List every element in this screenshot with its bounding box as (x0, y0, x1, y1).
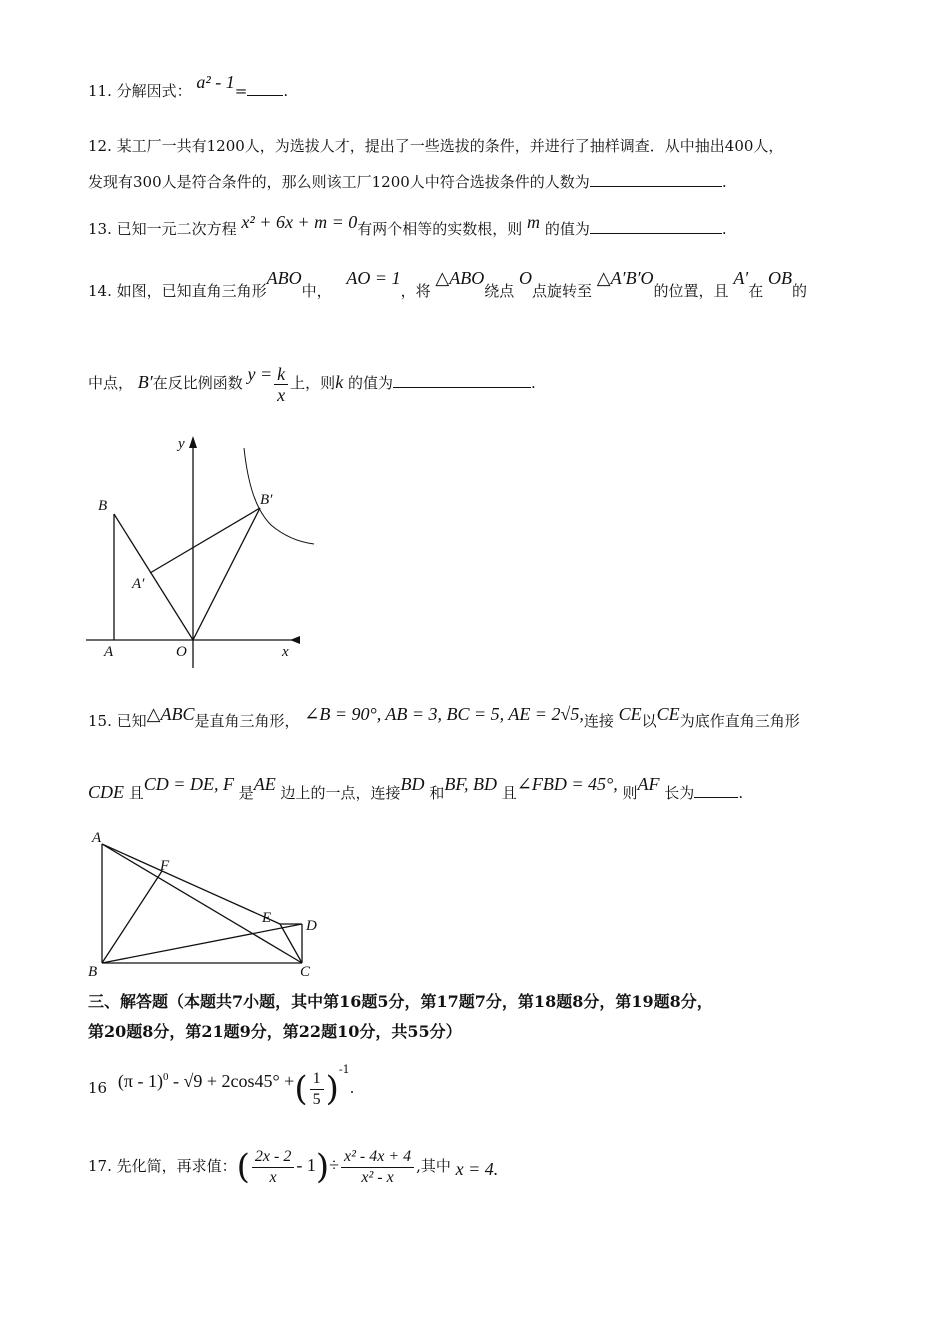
label-B: B (88, 964, 98, 980)
label-Bp: B′ (260, 492, 273, 508)
q14-t4: 点旋转至 (532, 282, 593, 300)
q14-o: O (519, 268, 532, 288)
q17-fn1: 2x - 2 (252, 1147, 294, 1168)
q15-prefix: 15. 已知 (88, 712, 147, 730)
q13-prefix: 13. 已知一元二次方程 (88, 220, 237, 238)
q14-t6: 在 (748, 282, 764, 300)
q14-bp: B′ (137, 372, 153, 392)
q12-answer-blank[interactable] (590, 172, 722, 187)
q16-right-paren: ) (325, 1069, 339, 1109)
q17-minus: - 1 (296, 1155, 316, 1175)
q17-fraction-2 (341, 1147, 414, 1188)
segment-AE (102, 844, 280, 924)
q14-t7: 的 (792, 282, 808, 300)
label-E: E (262, 910, 272, 926)
q14-ob: OB (768, 268, 793, 288)
q15-t2: 连接 (583, 712, 614, 730)
q16-fden: 5 (312, 1090, 321, 1108)
q14-t5: 的位置，且 (653, 282, 729, 300)
q14-k: k (335, 372, 344, 392)
q16-num: 16 (88, 1079, 108, 1097)
q15-ce2: CE (656, 704, 680, 724)
q16-tail: . (349, 1079, 355, 1097)
q14-ap: A′ (733, 268, 749, 288)
question-15-line1 (88, 704, 800, 731)
q14-fnum: k (274, 364, 288, 385)
q17-cond: x = 4. (455, 1159, 499, 1179)
q15-l2b: 是 (238, 784, 254, 802)
q13-var: m (527, 212, 541, 232)
q15-cde: CDE (88, 782, 124, 802)
q15-ang: ∠FBD = 45°, (516, 774, 618, 794)
q15-tri: △ABC (146, 704, 195, 724)
q14-prefix: 14. 如图，已知直角三角形 (88, 282, 267, 300)
segment-BD (102, 924, 302, 963)
q15-ae: AE (253, 774, 276, 794)
q13-answer-blank[interactable] (590, 219, 722, 234)
q16-b: - √9 + 2cos45° (172, 1071, 280, 1091)
q14-fraction (274, 364, 288, 405)
q14-l2b: 在反比例函数 (152, 374, 243, 392)
q15-l2d: 和 (429, 784, 445, 802)
q14-l2d: 的值为 (347, 374, 393, 392)
q14-fy: y = (247, 364, 273, 384)
q14-t3: 绕点 (484, 282, 515, 300)
q17-left-paren: ( (236, 1147, 250, 1187)
question-14-line1 (88, 268, 808, 301)
label-x: x (282, 644, 289, 660)
q17-fd2: x² - x (361, 1168, 394, 1186)
hyperbola-curve (244, 448, 314, 544)
q16-exp: -1 (338, 1063, 350, 1076)
q14-t1: 中， (301, 282, 332, 300)
y-axis-arrow (189, 436, 197, 448)
q15-t3: 以 (641, 712, 657, 730)
label-B: B (98, 498, 108, 514)
q14-l2c: 上，则 (290, 374, 336, 392)
segment-BO (114, 514, 193, 640)
q17-fraction-1 (252, 1147, 294, 1188)
q17-fn2: x² - 4x + 4 (341, 1147, 414, 1168)
q16-fnum: 1 (310, 1069, 324, 1090)
q16-a: (π - 1) (117, 1071, 163, 1091)
figure-14 (86, 430, 326, 670)
q17-t1: ,其中 (416, 1157, 451, 1175)
figure-15 (84, 826, 324, 982)
q16-exp0: 0 (162, 1071, 169, 1083)
q14-t2: ，将 (400, 282, 431, 300)
question-17 (88, 1140, 498, 1191)
q17-fd1: x (269, 1168, 277, 1186)
q15-bd: BD (400, 774, 425, 794)
q15-ce: CE (618, 704, 642, 724)
q16-plus: + (284, 1071, 295, 1091)
q13-tail: 的值为 (544, 220, 590, 238)
label-Ap: A′ (132, 576, 145, 592)
q13-mid: 有两个相等的实数根，则 (357, 220, 523, 238)
segment-BF (102, 871, 162, 963)
q15-t4: 为底作直角三角形 (679, 712, 800, 730)
q11-equals: = (234, 82, 248, 100)
q15-l2e: 且 (501, 784, 517, 802)
q14-fden: x (277, 384, 286, 405)
q11-answer-blank[interactable] (247, 81, 283, 96)
q15-answer-blank[interactable] (694, 783, 738, 798)
q17-div: ÷ (329, 1155, 339, 1175)
q15-af: AF (637, 774, 660, 794)
q14-l2a: 中点， (88, 374, 134, 392)
q16-left-paren: ( (294, 1069, 308, 1109)
q14-tri2: △ABO (435, 268, 485, 288)
q14-tri3: △A′B′O (596, 268, 654, 288)
q14-answer-blank[interactable] (393, 373, 531, 388)
label-A: A (92, 830, 102, 846)
q14-tri: ABO (266, 268, 302, 288)
q15-l2a: 且 (128, 784, 144, 802)
question-14-line2: 中点， B′在反比例函数 y = $\frac{k}{x}$ 上，则k 的值为 . (88, 363, 536, 405)
q15-t1: 是直角三角形， (194, 712, 300, 730)
q15-cd: CD = DE, F (143, 774, 234, 794)
q15-l2g: 长为 (664, 784, 695, 802)
q11-label: 11. 分解因式： (88, 82, 192, 100)
label-O: O (176, 644, 187, 660)
q15-bf: BF, BD (444, 774, 497, 794)
label-D: D (306, 918, 317, 934)
q17-prefix: 17. 先化简，再求值： (88, 1157, 237, 1175)
q15-given: ∠B = 90°, AB = 3, BC = 5, AE = 2√5, (304, 704, 584, 724)
q16-expr (118, 1071, 294, 1091)
question-12-line2: 发现有300人是符合条件的，那么则该工厂1200人中符合选拔条件的人数为 . (88, 173, 727, 191)
question-15-line2: CDE 且CD = DE, F 是AE 边上的一点，连接BD 和BF, BD 且∠FBD = 45°, 则AF 长为 . (88, 774, 744, 802)
x-axis-arrow (290, 636, 300, 644)
question-11: 11. 分解因式： a² - 1= . (88, 72, 289, 100)
q17-right-paren: ) (315, 1147, 330, 1187)
label-F: F (160, 858, 170, 874)
segment-AC (102, 844, 302, 963)
q12-line2-text: 发现有300人是符合条件的，那么则该工厂1200人中符合选拔条件的人数为 (88, 173, 590, 191)
label-A: A (104, 644, 114, 660)
q13-equation: x² + 6x + m = 0 (241, 212, 358, 232)
q16-fraction (310, 1069, 324, 1110)
label-C: C (300, 964, 311, 980)
question-13: 13. 已知一元二次方程 x² + 6x + m = 0有两个相等的实数根，则 m 的值为 . (88, 212, 727, 238)
q15-l2f: 则 (622, 784, 638, 802)
section-3-heading-line1: 三、解答题（本题共7小题，其中第16题5分，第17题7分，第18题8分，第19题8分， (88, 992, 713, 1011)
q14-ao: AO = 1 (346, 268, 401, 288)
q11-expr: a² - 1 (196, 72, 235, 92)
q15-l2c: 边上的一点，连接 (280, 784, 401, 802)
question-16 (88, 1058, 354, 1113)
label-y: y (178, 436, 185, 452)
section-3-heading-line2: 第20题8分，第21题9分，第22题10分，共55分） (88, 1022, 462, 1041)
question-12-line1: 12. 某工厂一共有1200人，为选拔人才，提出了一些选拔的条件，并进行了抽样调查．从中抽出400人， (88, 137, 784, 155)
